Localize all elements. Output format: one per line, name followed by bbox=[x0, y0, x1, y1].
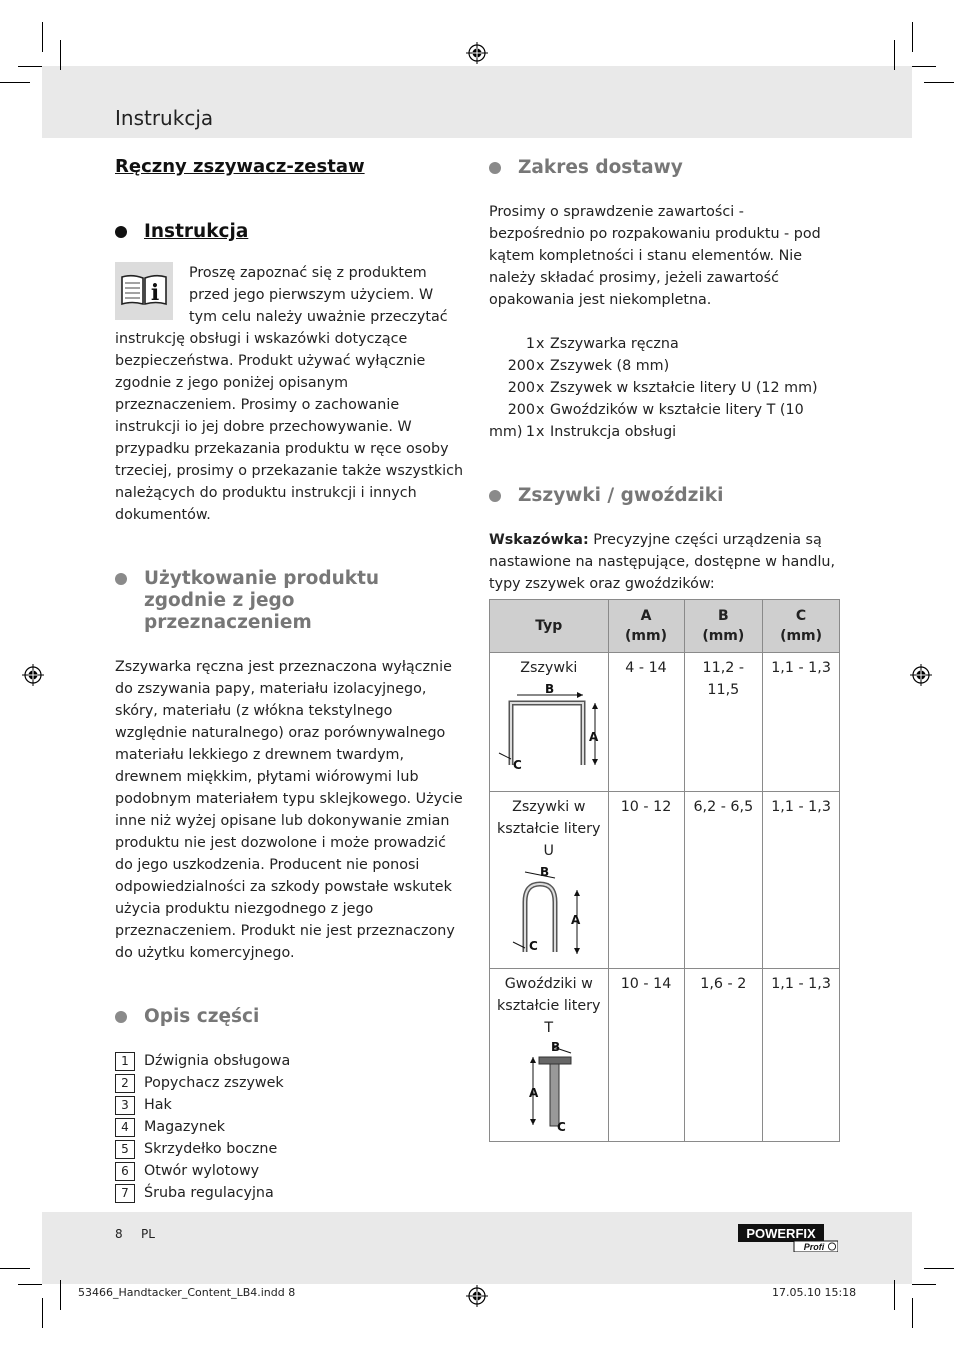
bullet-icon bbox=[489, 162, 501, 174]
crop-mark bbox=[18, 1284, 42, 1285]
svg-text:C: C bbox=[512, 758, 522, 771]
table-cell-type: Gwoździki w kształcie litery T B A C bbox=[490, 969, 609, 1142]
list-item: 1x Instrukcja obsługi bbox=[525, 424, 677, 440]
table-header-cell: C (mm) bbox=[763, 600, 840, 653]
intended-use-text: Zszywarka ręczna jest przeznaczona wyłącznie do zszywania papy, materiału izolacyjnego, skóry, materiału (z włókna tekstylnego względnie naturalnego) oraz porównywalnego materiału lekkiego z drewnem twardym, drewnem miękkim, płytami wiórowymi lub podobnym materiałem typu sklejkowego. Użycie inne niż wyżej opisane lub dokonywanie zmian produktu nie jest dozwolone i może prowadzić do jego uszkodzenia. Producent nie ponosi odpowiedzialności za szkody powstałe wskutek użycia produktu niezgodnego z jego przeznaczeniem. Produkt nie jest przeznaczony do użytku komercyjnego. bbox=[115, 659, 463, 961]
book-info-icon bbox=[115, 262, 173, 320]
instruction-text-block bbox=[115, 262, 465, 526]
list-item: 7 Śruba regulacyjna bbox=[115, 1182, 465, 1204]
document-title: Ręczny zszywacz-zestaw bbox=[115, 156, 365, 177]
staples-note: Wskazówka: Precyzyjne części urządzenia są nastawione na następujące, dostępne w handlu, typy zszywek oraz gwoździków: bbox=[489, 532, 836, 592]
table-cell-type: Zszywki B A C bbox=[490, 653, 609, 792]
page-number: 8 bbox=[115, 1227, 123, 1241]
parts-list bbox=[115, 1050, 465, 1204]
file-slug: 53466_Handtacker_Content_LB4.indd 8 bbox=[78, 1286, 296, 1299]
registration-mark-icon bbox=[910, 664, 932, 686]
table-row bbox=[490, 792, 840, 969]
u-staple-diagram-icon bbox=[493, 862, 605, 960]
table-cell: 10 - 14 bbox=[608, 969, 684, 1142]
language-code: PL bbox=[141, 1227, 155, 1241]
list-item: 4 Magazynek bbox=[115, 1116, 465, 1138]
svg-text:i: i bbox=[150, 280, 160, 306]
table-cell: 6,2 - 6,5 bbox=[684, 792, 763, 969]
section-heading-parts: Opis części bbox=[115, 1006, 465, 1028]
section-heading-intended-use: Użytkowanie produktu zgodnie z jego przeznaczeniem bbox=[115, 568, 465, 634]
crop-mark bbox=[924, 1268, 954, 1269]
crop-mark bbox=[924, 82, 954, 83]
table-row bbox=[490, 653, 840, 792]
table-cell-type: Zszywki w kształcie litery U B A C bbox=[490, 792, 609, 969]
table-cell: 1,1 - 1,3 bbox=[763, 792, 840, 969]
table-header-cell: A (mm) bbox=[608, 600, 684, 653]
date-slug: 17.05.10 15:18 bbox=[772, 1286, 857, 1299]
list-item: 200x Gwoździków w kształcie litery T (10 mm) bbox=[489, 402, 804, 440]
crop-mark bbox=[60, 1280, 61, 1310]
table-row bbox=[490, 969, 840, 1142]
section-heading-delivery: Zakres dostawy bbox=[489, 157, 841, 179]
registration-mark-icon bbox=[22, 664, 44, 686]
table-header-row bbox=[490, 600, 840, 653]
staple-diagram-icon bbox=[493, 679, 605, 771]
crop-mark bbox=[18, 66, 42, 67]
delivery-text: Prosimy o sprawdzenie zawartości - bezpośrednio po rozpakowaniu produktu - pod kątem kompletności i stanu elementów. Nie należy składać prosimy, jeżeli zawartość opakowania jest niekompletna. bbox=[489, 204, 821, 308]
svg-text:POWERFIX: POWERFIX bbox=[746, 1226, 816, 1241]
list-item: 3 Hak bbox=[115, 1094, 465, 1116]
list-item: 200x Zszywek w kształcie litery U (12 mm) bbox=[507, 380, 818, 396]
table-cell: 1,1 - 1,3 bbox=[763, 653, 840, 792]
svg-text:B: B bbox=[550, 1040, 560, 1054]
right-column bbox=[489, 150, 841, 1142]
svg-text:A: A bbox=[588, 730, 599, 744]
registration-mark-icon bbox=[466, 1285, 488, 1307]
section-heading-instrukcja: Instrukcja bbox=[115, 221, 465, 243]
svg-text:C: C bbox=[528, 939, 538, 953]
table-cell: 1,1 - 1,3 bbox=[763, 969, 840, 1142]
table-cell: 1,6 - 2 bbox=[684, 969, 763, 1142]
list-item: 200x Zszywek (8 mm) bbox=[507, 358, 670, 374]
svg-text:C: C bbox=[556, 1120, 566, 1133]
section-heading-staples: Zszywki / gwoździki bbox=[489, 485, 841, 507]
crop-mark bbox=[42, 22, 43, 52]
bullet-icon bbox=[115, 573, 127, 585]
svg-text:Profi: Profi bbox=[803, 1242, 825, 1252]
staple-spec-table bbox=[489, 599, 840, 1142]
bullet-icon bbox=[115, 1011, 127, 1023]
crop-mark bbox=[42, 1298, 43, 1328]
table-cell: 4 - 14 bbox=[608, 653, 684, 792]
table-cell: 11,2 - 11,5 bbox=[684, 653, 763, 792]
table-header-cell: Typ bbox=[490, 600, 609, 653]
svg-text:A: A bbox=[528, 1086, 539, 1100]
crop-mark bbox=[912, 1298, 913, 1328]
list-item: 5 Skrzydełko boczne bbox=[115, 1138, 465, 1160]
list-item: 1x Zszywarka ręczna bbox=[525, 336, 679, 352]
instruction-text: Proszę zapoznać się z produktem przed jego pierwszym użyciem. W tym celu należy uważnie przeczytać instrukcję obsługi i wskazówki dotyczące bezpieczeństwa. Produkt używać wyłącznie zgodnie z jego poniżej opisanym przeznaczeniem. Prosimy o zachowanie instrukcji io jej dobre przechowywanie. W przypadku przekazania produktu w ręce osoby trzeciej, prosimy o przekazanie także wszystkich należących do produktu instrukcji i innych dokumentów. bbox=[115, 265, 464, 523]
table-header-cell: B (mm) bbox=[684, 600, 763, 653]
svg-text:B: B bbox=[544, 682, 554, 696]
crop-mark bbox=[0, 1268, 30, 1269]
t-nail-diagram-icon bbox=[493, 1039, 605, 1133]
crop-mark bbox=[60, 40, 61, 70]
bullet-icon bbox=[489, 490, 501, 502]
powerfix-logo bbox=[738, 1224, 838, 1252]
delivery-list bbox=[489, 333, 841, 443]
list-item: 6 Otwór wylotowy bbox=[115, 1160, 465, 1182]
svg-text:B: B bbox=[539, 865, 549, 879]
crop-mark bbox=[912, 22, 913, 52]
bullet-icon bbox=[115, 226, 127, 238]
registration-mark-icon bbox=[466, 42, 488, 64]
crop-mark bbox=[894, 40, 895, 70]
crop-mark bbox=[912, 1284, 936, 1285]
left-column bbox=[115, 150, 465, 1204]
crop-mark bbox=[0, 82, 30, 83]
page-header-title: Instrukcja bbox=[115, 106, 214, 130]
crop-mark bbox=[912, 66, 936, 67]
list-item: 1 Dźwignia obsługowa bbox=[115, 1050, 465, 1072]
svg-text:A: A bbox=[570, 913, 581, 927]
list-item: 2 Popychacz zszywek bbox=[115, 1072, 465, 1094]
table-cell: 10 - 12 bbox=[608, 792, 684, 969]
crop-mark bbox=[894, 1280, 895, 1310]
